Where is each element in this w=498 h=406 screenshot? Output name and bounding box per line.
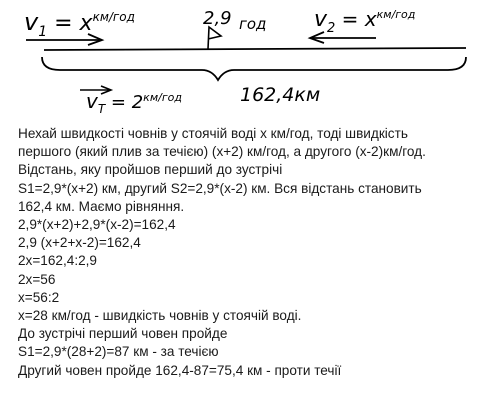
distance-label: 162,4км <box>240 84 321 106</box>
distance-brace <box>42 57 466 80</box>
solution-line: S1=2,9*(x+2) км, другий S2=2,9*(x-2) км. Вся відстань становить <box>18 180 422 196</box>
solution-line: 162,4 км. Маємо рівняння. <box>18 198 185 214</box>
solution-text <box>18 125 490 380</box>
motion-diagram <box>0 0 498 122</box>
current-velocity-label: $v_T = 2^{км/год}$ <box>86 89 182 116</box>
solution-line: 2x=162,4:2,9 <box>18 253 97 269</box>
meeting-point-mark <box>208 27 221 49</box>
solution-line: 2,9 (x+2+x-2)=162,4 <box>18 235 141 251</box>
solution-line: Відстань, яку пройшов перший до зустрічі <box>18 162 283 178</box>
solution-line: x=28 км/год - швидкість човнів у стоячій воді. <box>18 308 302 324</box>
solution-line: Другий човен пройде 162,4-87=75,4 км - проти течії <box>18 362 342 378</box>
solution-line: x=56:2 <box>18 289 60 305</box>
v1-label: $v_1 = x^{км/год}$ <box>24 8 135 40</box>
time-unit: год <box>239 15 267 33</box>
v2-label: $v_2 = x^{км/год}$ <box>314 7 416 36</box>
solution-line: першого (який плив за течією) (x+2) км/год, а другого (x-2)км/год. <box>18 144 426 160</box>
solution-line: 2,9*(x+2)+2,9*(x-2)=162,4 <box>18 217 176 233</box>
solution-line: S1=2,9*(28+2)=87 км - за течією <box>18 344 219 360</box>
solution-line: До зустрічі перший човен пройде <box>18 326 228 342</box>
river-line <box>44 48 466 50</box>
solution-line: Нехай швидкості човнів у стоячій воді x км/год, тоді швидкість <box>18 126 408 141</box>
solution-line: 2x=56 <box>18 271 56 287</box>
time-label: 2,9 <box>203 8 232 29</box>
